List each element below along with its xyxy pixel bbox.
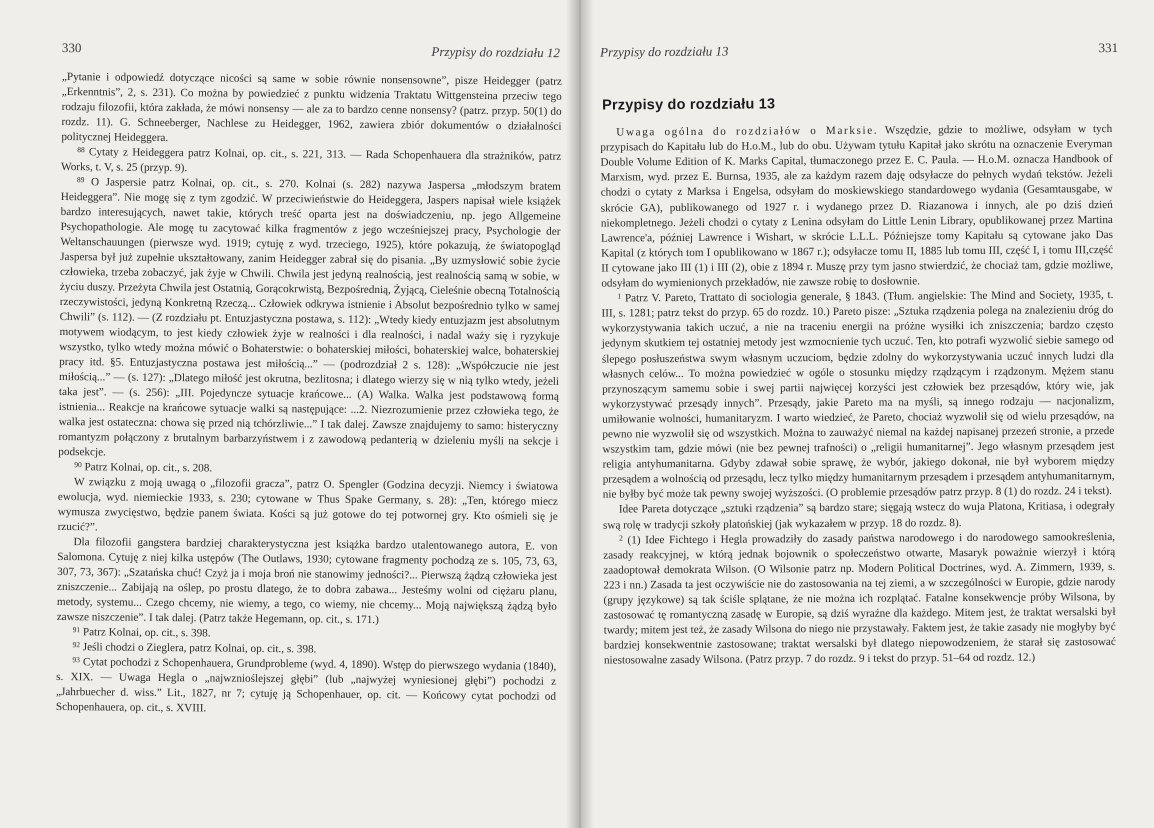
right-page-number: 331 [1098, 40, 1119, 56]
paragraph: Idee Pareta dotyczące „sztuki rządzenia” są bardzo stare; sięgają wstecz do wuja Platona, Kritiasa, i odegrały swą rolę w tradycji szkoły platońskiej (jak wykazałem w przyp. 18 do rozdz. 8). [602, 500, 1115, 532]
footnote-text: (1) Idee Fichtego i Hegla prowadziły do zasady państwa narodowego i do narodowego samookreślenia, zasady reakcyjnej, w którą jednak bojownik o społeczeństwo otwarte, Masaryk poważnie wierzył i którą zaadoptował demokrata Wilson. (O Wilsonie patrz np. Modern Political Doctrines, wyd. A. Zimmern, 1939, s. 223 i nn.) Zasada ta jest oczywiście nie do zastosowania na tej ziemi, a w szczególności w Europie, gdzie narody (grupy językowe) są tak ściśle splątane, że nie można ich rozplątać. Fatalne konsekwencje próby Wilsona, by zastosować tę romantyczną zasadę w Europie, są dziś wyraźne dla każdego. Mitem jest, że traktat wersalski był twardy; mitem jest też, że zasady Wilsona do niego nie przystawały. Faktem jest, że takie zasady nie mogłyby być bardziej konsekwentnie zastosowane; traktat wersalski był dlatego niepowodzeniem, że starał się zastosować niestosowalne zasady Wilsona. (Patrz przyp. 7 do rozdz. 9 i tekst do przyp. 51–64 od rozdz. 12.) [603, 530, 1116, 667]
footnote-text: Patrz Kolnai, op. cit., s. 208. [84, 461, 213, 475]
footnote-text: O Jaspersie patrz Kolnai, op. cit., s. 270. Kolnai (s. 282) nazywa Jaspersa „młodszym bratem Heideggera”. Nie mogę się z tym zgodzić. W przeciwieństwie do Heideggera, Jaspers napisał wiele książek bardzo interesujących, nawet takie, których treść oparta jest na doświadczeniu, np. jego Allgemeine Psychopathologie. Ale mogę tu zacytować kilka fragmentów z jego wcześniejszej pracy, Psychologie der Weltanschauungen (pierwsze wyd. 1919; cytuję z wyd. trzeciego, 1925), które pokazują, że światopogląd Jaspersa był już zupełnie ukształtowany, zanim Heidegger zabrał się do pisania. „By uzmysłowić sobie życie człowieka, trzeba zobaczyć, jak żyje w Chwili. Chwila jest jedyną realnością, jest realnością samą w sobie, w życiu duszy. Przeżyta Chwila jest Ostatnią, Gorącokrwistą, Bezpośrednią, Żyjącą, Cieleśnie obecną Totalnością rzeczywistości, jedyną Konkretną Rzeczą... Człowiek odkrywa istnienie i Absolut bezpośrednio tylko w samej Chwili” (s. 112). — (Z rozdziału pt. Entuzjastyczna postawa, s. 112): „Wtedy kiedy entuzjazm jest absolutnym motywem wiodącym, to jest kiedy człowiek żyje w realności i dla realności, i nadal waży się i ryzykuje wszystko, tylko wtedy można mówić o Bohaterstwie: o bohaterskiej miłości, bohaterskiej walce, bohaterskiej pracy itd. §5. Entuzjastyczna postawa jest miłością...” — (podrozdział 2 s. 128): „Współczucie nie jest miłością...” — (s. 127): „Dlatego miłość jest okrutna, bezlitosna; i dlatego wierzy się w nią tylko wtedy, jeżeli taka jest”. — (s. 256): „III. Pojedyncze sytuacje krańcowe... (A) Walka. Walka jest podstawową formą istnienia... Reakcje na krańcowe sytuacje walki są następujące: ...2. Niezrozumienie przez człowieka tego, że walka jest ostateczna: chowa się przed nią tchórzliwie...” I tak dalej. Zawsze znajdujemy to samo: histeryczny romantyzm połączony z brutalnym barbarzyństwem i z zawodową pedanterią w dzieleniu myśli na sekcje i podsekcje. [58, 176, 561, 459]
footnote-number: 1 [617, 291, 622, 301]
footnote-text: Cytat pochodzi z Schopenhauera, Grundprobleme (wyd. 4, 1890). Wstęp do pierwszego wydania (1840), s. XIX. — Uwaga Hegla o „najwznioślejszej głębi” (lub „najwyżej wyniesionej głębi”) pochodzi z „Jahrbuecher d. wiss.” Lit., 1827, nr 7; cytuję ją Schopenhauer, op. cit. — Końcowy cytat pochodzi od Schopenhauera, op. cit., s. XVIII. [55, 656, 557, 715]
paragraph: „Pytanie i odpowiedź dotyczące nicości są same w sobie równie nonsensowne”, pisze Heidegger (patrz „Erkenntnis”, 2, s. 231). Co można by powiedzieć z punktu widzenia Traktatu Wittgensteina przeciw tego rodzaju filozofii, która zakłada, że mówi nonsensy — ale za to bardzo cenne nonsensy? (patrz. przyp. 50(1) do rozdz. 11). G. Schneeberger, Nachlese zu Heidegger, 1962, zawiera zbiór dokumentów o działalności politycznej Heideggera. [61, 70, 562, 145]
footnote-number: 93 [72, 655, 80, 665]
left-page-number: 330 [61, 40, 82, 56]
paragraph: W związku z moją uwagą o „filozofii gracza”, patrz O. Spengler (Godzina decyzji. Niemcy i światowa ewolucja, wyd. niemieckie 1933, s. 230; cytowane w Thus Spake Germany, s. 28): „Ten, którego miecz wymusza zwycięstwo, będzie panem świata. Kości są już gotowe do tej potwornej gry. Kto ośmieli się je rzucić?”. [57, 476, 559, 534]
intro-spaced-text: Uwaga ogólna do rozdziałów o Marksie. [616, 124, 879, 139]
paragraph-text: Wszędzie, gdzie to możliwe, odsyłam w tych przypisach do Kapitału lub do H.o.M., lub do obu. Używam tytułu Kapitał jako skrótu na oznaczenie Everyman Double Volume Edition of K. Marks Capital, tłumaczonego przez E. C. Paula. — H.o.M. oznacza Handbook of Marxism, wyd. przez E. Burnsa, 1935, ale za każdym razem daję odsyłacze do pełnych wydań tekstów. Jeżeli chodzi o cytaty z Marksa i Engelsa, odsyłam do moskiewskiego standardowego wydania (Gesamtausgabe, w skrócie GA), publikowanego od 1927 r. i wydanego przez D. Riazanowa i innych, ale po dziś dzień niekompletnego. Jeżeli chodzi o cytaty z Lenina odsyłam do Little Lenin Library, opublikowanej przez Martina Lawrence'a, później Lawrence i Wishart, w skrócie L.L.L. Późniejsze tomy Kapitału są cytowane jako Das Kapital (z których tom I opublikowano w 1867 r.); odsyłacze tomu II, 1885 lub tomu III, część I, i tomu III,część II cytowane jako III (1) i III (2), obie z 1894 r. Muszę przy tym jasno stwierdzić, że chociaż tam, gdzie możliwe, odsyłam do wymienionych przekładów, nie zawsze robię to dosłownie. [600, 123, 1114, 290]
footnote-number: 89 [76, 175, 85, 185]
footnote-text: Patrz V. Pareto, Trattato di sociologia generale, § 1843. (Tłum. angielskie: The Mind and Society, 1935, t. III, s. 1281; patrz tekst do przyp. 65 do rozdz. 10.) Pareto pisze: „Sztuka rządzenia polega na znalezieniu dróg do wykorzystywania takich uczuć, a nie na traceniu energii na próżne wysiłki ich zniszczenia; bardzo często jedynym skutkiem tej ostatniej metody jest wzmocnienie tych uczuć. Ten, kto potrafi wyzwolić siebie samego od ślepego posłuszeństwa swym własnym uczuciom, będzie zdolny do wykorzystywania uczuć innych ludzi dla własnych celów... To można powiedzieć w ogóle o stosunku między rządzącym i rządzonym. Mężem stanu przynoszącym samemu sobie i swej partii najwięcej korzyści jest człowiek bez przesądów, który wie, jak wykorzystywać przesądy innych”. Przesądy, jakie Pareto ma na myśli, są innego rodzaju — nacjonalizm, umiłowanie wolności, humanitaryzm. I warto wiedzieć, że Pareto, chociaż wyzwolił się od wielu przesądów, na pewno nie wyzwolił się od wszystkich. Można to zauważyć niemal na każdej napisanej przezeń stronie, a przede wszystkim tam, gdzie mówi (nie bez pewnej trafności) o „religii humanitarnej”. Jego własnym przesądem jest religia antyhumanitarna. Gdyby zdawał sobie sprawę, że wybór, jakiego dokonał, nie był wyborem między przesądem a wolnością od przesądu, lecz tylko między humanitarnym przesądem i przesądem antyhumanitarnym, nie byłby być może tak pewny swojej wyższości. (O problemie przesądów patrz przyp. 8 (1) do rozdz. 24 i tekst). [601, 289, 1115, 501]
footnote [601, 288, 1114, 503]
footnote-number: 90 [74, 460, 82, 470]
right-page [580, 0, 1154, 828]
footnote-number: 88 [77, 145, 85, 155]
footnote-number: 92 [72, 640, 81, 650]
footnote [61, 145, 561, 180]
left-page-header [62, 40, 560, 65]
footnote-number: 91 [72, 625, 81, 635]
footnote [58, 175, 561, 465]
footnote-text: Jeśli chodzi o Zieglera, patrz Kolnai, op. cit., s. 398. [82, 641, 317, 656]
right-running-head: Przypisy do rozdziału 13 [600, 43, 729, 60]
right-page-body [600, 95, 1116, 669]
footnote-number: 2 [619, 533, 623, 543]
paragraph [600, 122, 1113, 292]
footnote-text: Cytaty z Heideggera patrz Kolnai, op. cit., s. 221, 313. — Rada Schopenhauera dla strażników, patrz Works, t. V, s. 25 (przyp. 9). [61, 146, 562, 175]
paragraph: Dla filozofii gangstera bardziej charakterystyczna jest książka bardzo utalentowanego autora, E. von Salomona. Cytuję z niej kilka ustępów (The Outlaws, 1930; cytowane fragmenty pochodzą ze s. 105, 73, 63, 307, 73, 367): „Szatańska chuć! Czyż ja i moja broń nie stanowimy jedności?... Pierwszą żądzą człowieka jest zniszczenie... Zabijają na oślep, po prostu dlatego, że to dobra zabawa... Jesteśmy wolni od ciężaru planu, metody, systemu... Czego chcemy, nie wiemy, a tego, co wiemy, nie chcemy... Moją największą żądzą było zawsze niszczenie”. I tak dalej. (Patrz także Hegemann, op. cit., s. 171.) [56, 536, 558, 627]
footnote [56, 655, 557, 720]
footnote-text: Patrz Kolnai, op. cit., s. 398. [82, 626, 211, 640]
footnote [603, 530, 1116, 669]
left-running-head: Przypisy do rozdziału 12 [431, 43, 560, 61]
book-gutter [566, 0, 594, 828]
left-page-body [56, 70, 562, 720]
right-page-header [598, 40, 1118, 65]
chapter-title: Przypisy do rozdziału 13 [602, 96, 776, 114]
